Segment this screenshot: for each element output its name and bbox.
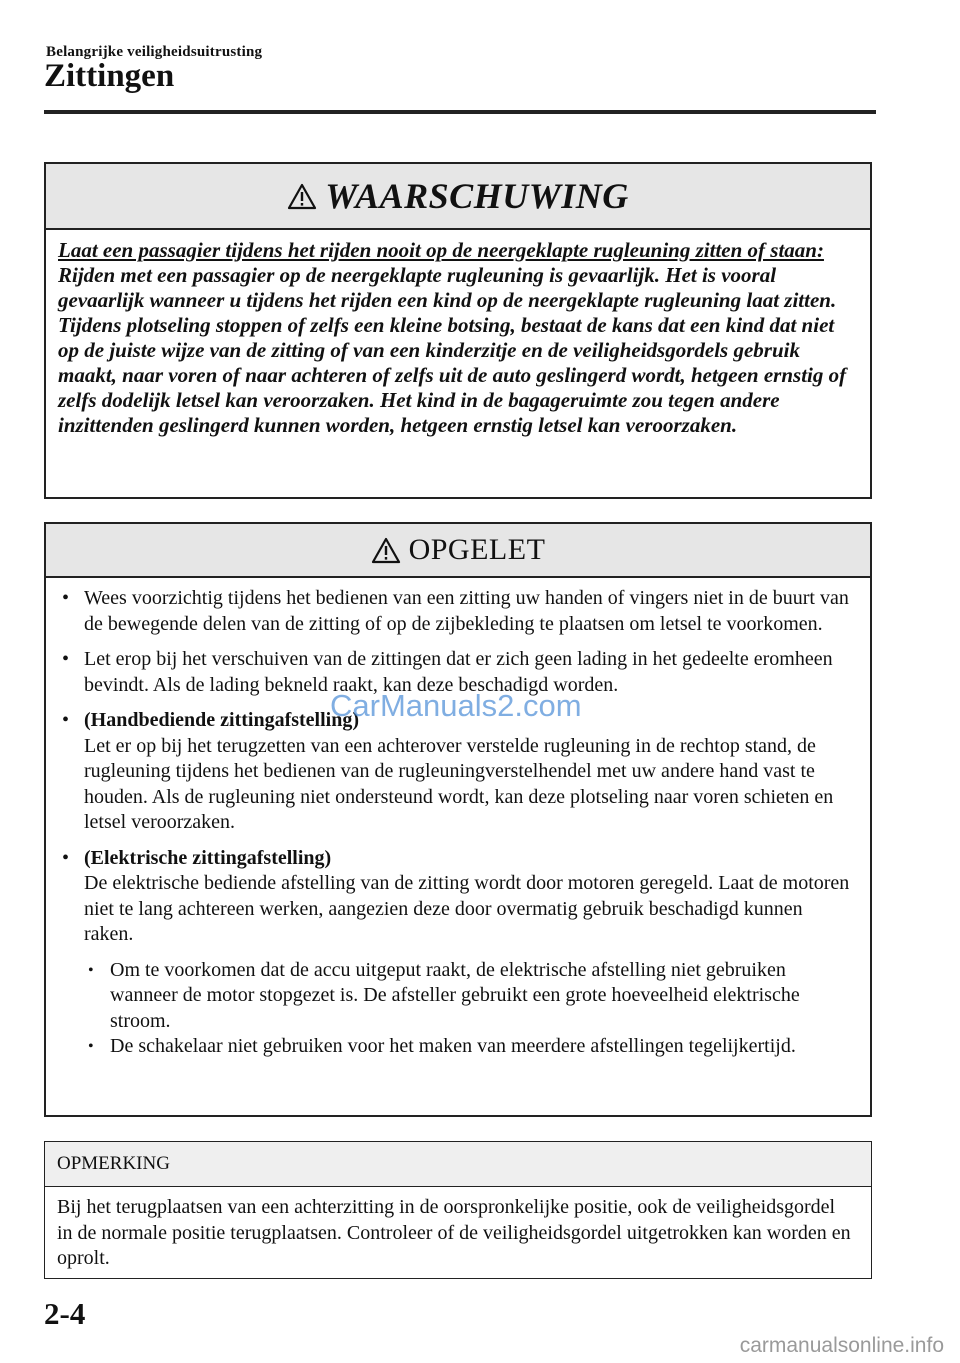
bullet-icon: • [62,587,70,609]
note-header [45,1142,871,1187]
warning-lead: Laat een passagier tijdens het rijden nooit op de neergeklapte rugleuning zitten of staan: [58,238,824,262]
bullet-text: Wees voorzichtig tijdens het bedienen van een zitting uw handen of vingers niet in de buurt van de bewegende delen van de zitting of op de zijbekleding te plaatsen om letsel te voorkomen. [84,587,849,635]
subbullet-text: De schakelaar niet gebruiken voor het maken van meerdere afstellingen tegelijkertijd. [110,1035,796,1057]
warning-triangle-icon [371,537,401,564]
bullet-icon: • [62,648,70,670]
caution-heading: OPGELET [408,533,546,566]
section-label: Belangrijke veiligheidsuitrusting [46,44,263,60]
caution-header [46,524,870,578]
warning-header [46,164,870,230]
bullet-title: (Elektrische zittingafstelling) [84,846,332,869]
warning-body [46,230,870,438]
sub-bullet-icon: • [88,961,94,979]
warning-triangle-icon [287,183,317,210]
subbullet-text: Om te voorkomen dat de accu uitgeput raakt, de elektrische afstelling niet gebruiken wanneer de motor stopgezet is. De afsteller gebruikt een grote hoeveelheid elektrische stroom. [110,958,800,1032]
note-box [44,1141,872,1279]
caution-bullet [62,586,854,637]
warning-heading: WAARSCHUWING [325,176,629,216]
caution-subbullet [62,958,854,1035]
warning-text: Rijden met een passagier op de neergeklapte rugleuning is gevaarlijk. Het is vooral gevaarlijk wanneer u tijdens het rijden een kind op de neergeklapte rugleuning laat zitten. Tijdens plotseling stoppen of zelfs een kleine botsing, bestaat de kans dat een kind dat niet op de juiste wijze van de zitting of van een kinderzitje en de veiligheidsgordels gebruik maakt, naar voren of naar achteren of zelfs uit de auto geslingerd wordt, hetgeen ernstig of zelfs dodelijk letsel kan veroorzaken. Het kind in de bagageruimte zou tegen andere inzittenden geslingerd kunnen worden, hetgeen ernstig letsel kan veroorzaken. [58,263,847,437]
note-body: Bij het terugplaatsen van een achterzitting in de oorspronkelijke positie, ook de veiligheidsgordel in de normale positie terugplaatsen. Controleer of de veiligheidsgordel uitgetrokken kan worden en oprolt. [57,1196,851,1269]
caution-box [44,522,872,1117]
watermark-footer: carmanualsonline.info [739,1334,944,1357]
sub-bullet-icon: • [88,1038,94,1055]
watermark-center: CarManuals2.com [330,688,582,723]
bullet-text: Let er op bij het terugzetten van een achterover verstelde rugleuning in de rechtop stand, de rugleuning tijdens het bedienen van de rugleuningverstelhendel met uw andere hand vast te houden. Als de rugleuning niet ondersteund wordt, kan deze plotseling naar voren schieten en letsel veroorzaken. [84,734,834,833]
bullet-title: (Handbediende zittingafstelling) [84,709,360,731]
caution-bullet [62,708,854,836]
page-number: 2-4 [44,1296,86,1331]
title-rule [44,110,876,114]
bullet-icon: • [62,846,70,869]
caution-subbullet [62,1034,854,1060]
page-title: Zittingen [44,58,175,94]
note-heading: OPMERKING [57,1153,170,1174]
bullet-icon: • [62,709,70,731]
caution-body [46,578,870,1060]
bullet-text: De elektrische bediende afstelling van de zitting wordt door motoren geregeld. Laat de motoren niet te lang achtereen werken, aangezien deze door overmatig gebruik beschadigd kunnen raken. [84,872,850,945]
bullet-text: Let erop bij het verschuiven van de zittingen dat er zich geen lading in het gedeelte eromheen bevindt. Als de lading bekneld raakt, kan deze beschadigd worden. [84,648,833,696]
warning-box [44,162,872,499]
caution-bullet [62,846,854,948]
